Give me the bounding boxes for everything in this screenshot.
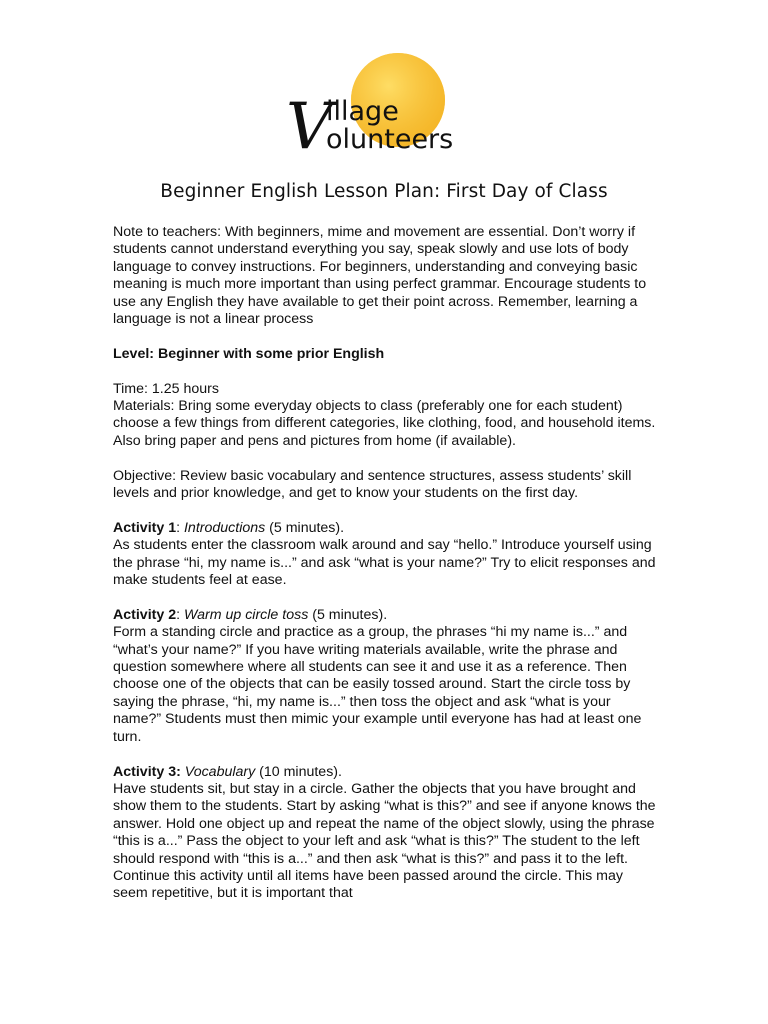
time-line: Time: 1.25 hours (113, 380, 219, 397)
activity-1-name: Introductions (183, 519, 266, 536)
activity-3-label: Activity 3: (113, 763, 181, 780)
activity-3-heading (113, 764, 658, 781)
activity-3-text: Have students sit, but stay in a circle. Gather the objects that you have brought and show them to the students. Start by asking “what is this?” and see if anyone knows the answer. Hold one object up and repeat the name of the object slowly, using the phrase “this is a...” Pass the object to your left and ask “what is this?” The student to the left should respond with “this is a...” and then ask “what is this?” and pass it to the left. Continue this activity until all items have been passed around the circle. This may seem repetitive, but it is important that (113, 780, 656, 902)
activity-2-label: Activity 2 (113, 606, 177, 623)
activity-1-heading (113, 520, 658, 537)
activity-2-text: Form a standing circle and practice as a group, the phrases “hi my name is...” and “what’s your name?” If you have writing materials available, write the phrase and question somewhere where all students can see it and use it as a reference. Then choose one of the objects that can be easily tossed around. Start the circle toss by saying the phrase, “hi, my name is...” then toss the object and ask “what is your name?” Students must then mimic your example until everyone has had at least one turn. (113, 624, 642, 745)
activity-1 (113, 520, 658, 590)
activity-2-heading (113, 607, 658, 624)
village-volunteers-logo (286, 52, 486, 162)
activity-2 (113, 607, 658, 746)
lesson-body (113, 224, 658, 903)
activity-2-sep: : (176, 606, 184, 623)
activity-2-name: Warm up circle toss (183, 606, 309, 623)
activity-3 (113, 764, 658, 903)
logo-line1: illage (326, 96, 399, 127)
activity-1-sep: : (176, 519, 184, 536)
logo-initial: V (286, 90, 333, 162)
objective-paragraph: Objective: Review basic vocabulary and sentence structures, assess students’ skill levels and prior knowledge, and get to know your students on the first day. (113, 467, 632, 502)
activity-3-name: Vocabulary (184, 763, 256, 780)
note-to-teachers: Note to teachers: With beginners, mime and movement are essential. Don’t worry if students cannot understand everything you say, speak slowly and use lots of body language to convey instructions. For beginners, understanding and conveying basic meaning is much more important than using perfect grammar. Encourage students to use any English they have available to get their point across. Remember, learning a language is not a linear process (113, 224, 647, 328)
level-heading: Level: Beginner with some prior English (113, 345, 385, 362)
activity-1-duration: (5 minutes). (265, 519, 345, 536)
activity-3-duration: (10 minutes). (255, 763, 342, 780)
activity-1-label: Activity 1 (113, 519, 177, 536)
activity-1-text: As students enter the classroom walk around and say “hello.” Introduce yourself using the phrase “hi, my name is...” and ask “what is your name?” Try to elicit responses and make students feel at ease. (113, 537, 656, 589)
activity-2-duration: (5 minutes). (308, 606, 388, 623)
materials-paragraph: Materials: Bring some everyday objects to class (preferably one for each student) choose a few things from different categories, like clothing, food, and household items. Also bring paper and pens and pictures from home (if available). (113, 398, 656, 449)
document-title: Beginner English Lesson Plan: First Day of Class (160, 181, 608, 202)
logo-graphic (286, 52, 486, 162)
logo-line2: olunteers (326, 124, 454, 155)
